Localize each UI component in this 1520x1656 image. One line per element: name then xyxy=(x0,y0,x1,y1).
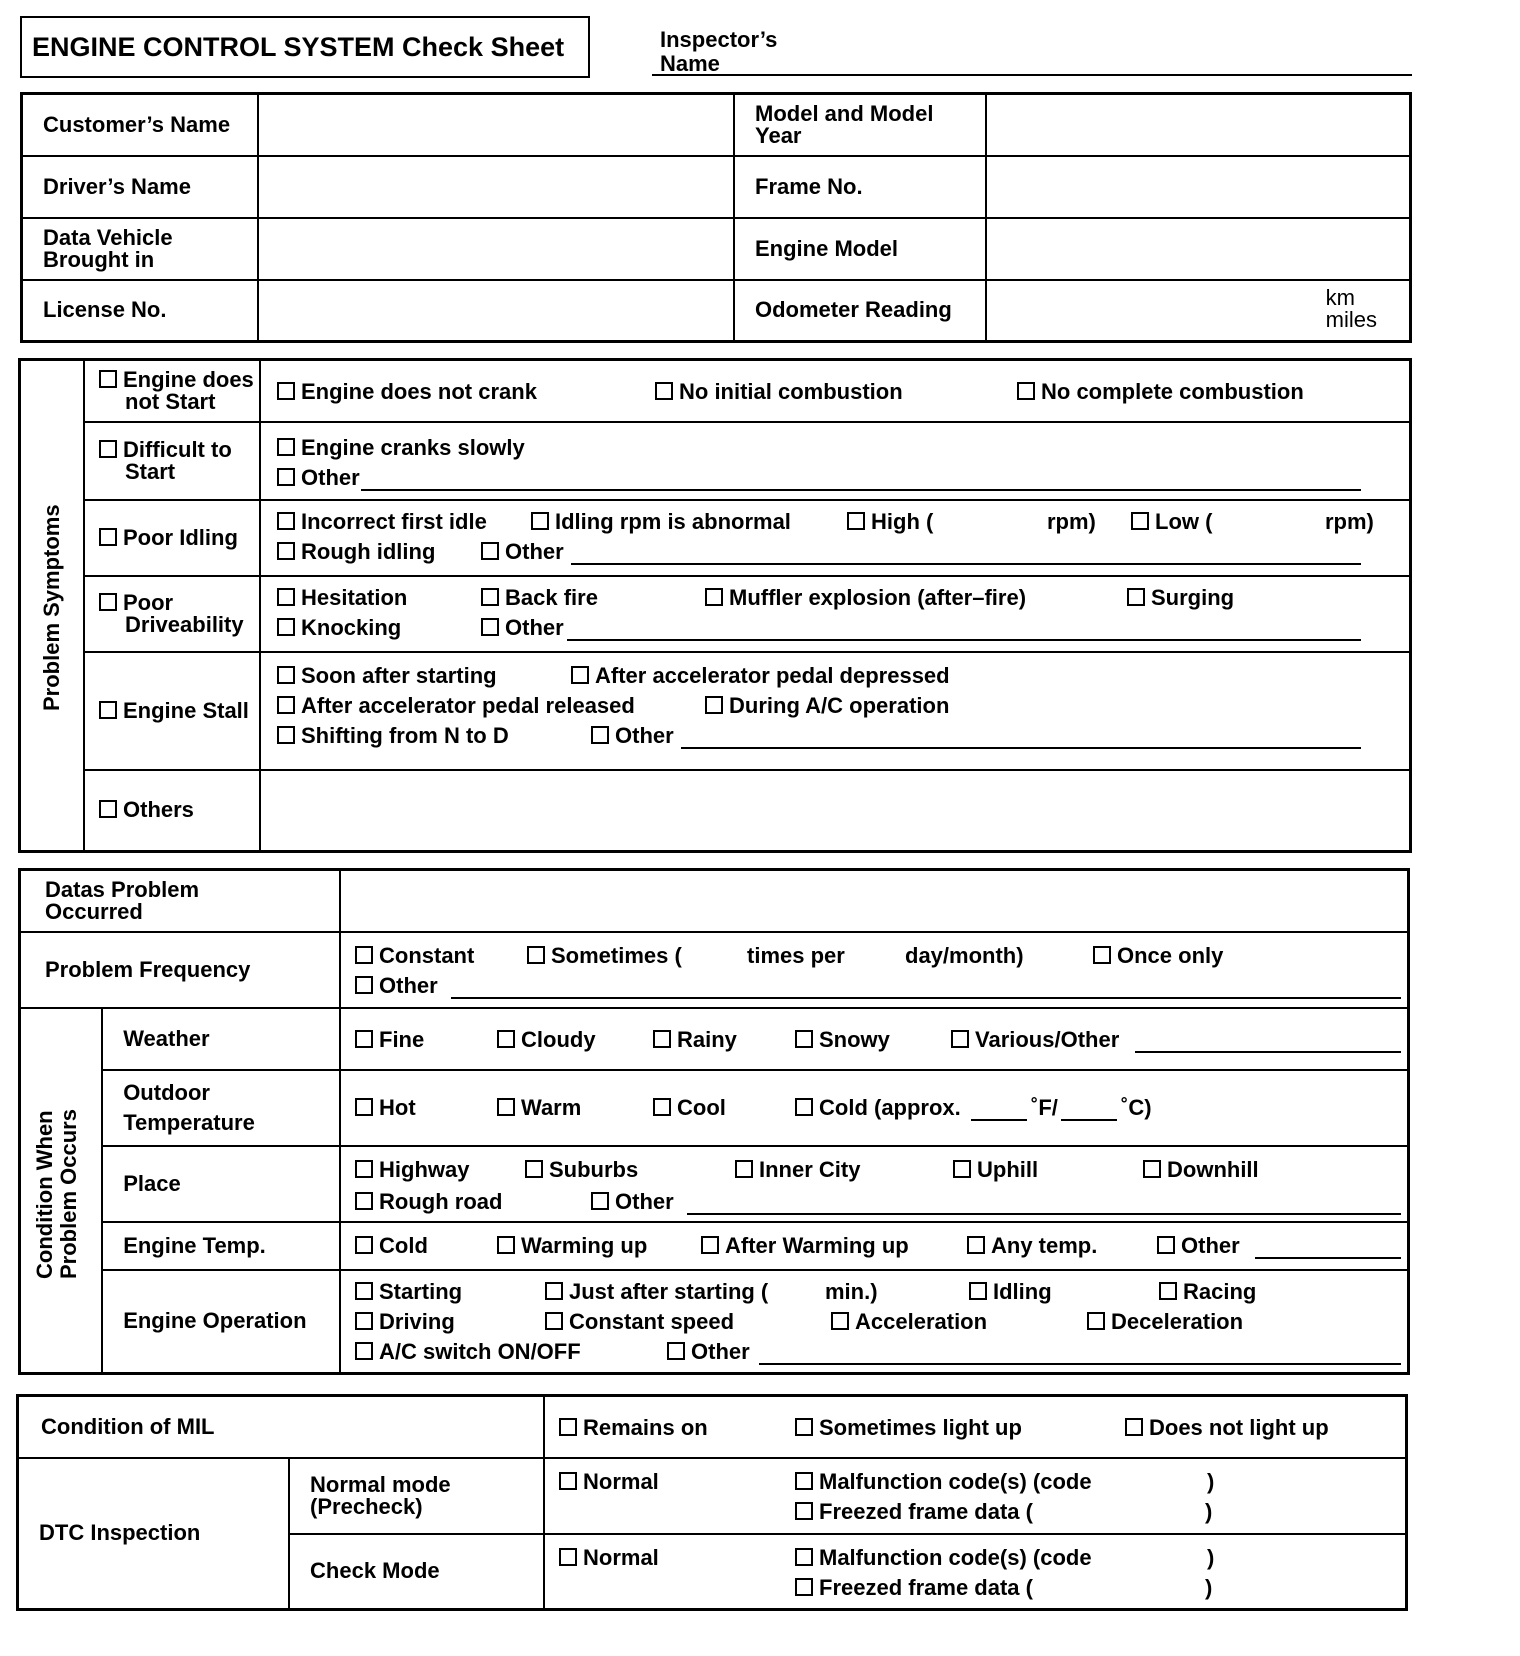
poor-driveability-option[interactable]: Poor Driveability xyxy=(84,576,260,652)
odometer-field[interactable] xyxy=(986,280,1411,342)
license-label: License No. xyxy=(22,280,259,342)
surging-checkbox[interactable]: Surging xyxy=(1127,587,1234,609)
just-after-checkbox[interactable]: Just after starting ( xyxy=(545,1281,768,1303)
knocking-checkbox[interactable]: Knocking xyxy=(277,617,401,639)
fine-checkbox[interactable]: Fine xyxy=(355,1029,424,1051)
ac-switch-checkbox[interactable]: A/C switch ON/OFF xyxy=(355,1341,581,1363)
engine-op-label: Engine Operation xyxy=(102,1270,340,1374)
customer-label: Customer’s Name xyxy=(22,94,259,156)
temp-other-field[interactable] xyxy=(1255,1235,1401,1259)
engine-temp-label: Engine Temp. xyxy=(102,1222,340,1270)
deceleration-checkbox[interactable]: Deceleration xyxy=(1087,1311,1243,1333)
idling-checkbox[interactable]: Idling xyxy=(969,1281,1052,1303)
engine-model-field[interactable] xyxy=(986,218,1411,280)
others-option[interactable]: Others xyxy=(84,770,260,852)
inspector-label xyxy=(660,28,777,76)
idling-other-checkbox[interactable]: Other xyxy=(481,541,564,563)
stall-other-field[interactable] xyxy=(681,725,1361,749)
miles-unit: miles xyxy=(1325,306,1377,332)
drive-other-checkbox[interactable]: Other xyxy=(481,617,564,639)
temp-c-field[interactable] xyxy=(1061,1097,1117,1121)
pedal-depressed-checkbox[interactable]: After accelerator pedal depressed xyxy=(571,665,950,687)
customer-field[interactable] xyxy=(258,94,734,156)
remains-on-checkbox[interactable]: Remains on xyxy=(559,1417,708,1439)
starting-checkbox[interactable]: Starting xyxy=(355,1281,462,1303)
cloudy-checkbox[interactable]: Cloudy xyxy=(497,1029,596,1051)
idling-rpm-checkbox[interactable]: Idling rpm is abnormal xyxy=(531,511,791,533)
difficult-details xyxy=(260,422,1411,500)
stall-details xyxy=(260,652,1411,770)
various-checkbox[interactable]: Various/Other xyxy=(951,1029,1119,1051)
various-field[interactable] xyxy=(1135,1029,1401,1053)
after-warming-checkbox[interactable]: After Warming up xyxy=(701,1235,909,1257)
driver-field[interactable] xyxy=(258,156,734,218)
license-field[interactable] xyxy=(258,280,734,342)
temp-f-field[interactable] xyxy=(971,1097,1027,1121)
rainy-checkbox[interactable]: Rainy xyxy=(653,1029,737,1051)
muffler-checkbox[interactable]: Muffler explosion (after–fire) xyxy=(705,587,1026,609)
hot-checkbox[interactable]: Hot xyxy=(355,1097,416,1119)
op-other-checkbox[interactable]: Other xyxy=(667,1341,750,1363)
nocrank-checkbox[interactable]: Engine does not crank xyxy=(277,381,537,403)
mil-dtc-table xyxy=(16,1394,1408,1611)
problem-symptoms-table xyxy=(18,358,1412,853)
difficult-option[interactable]: Difficult to Start xyxy=(84,422,260,500)
data-vehicle-label: Data Vehicle Brought in xyxy=(22,218,259,280)
place-details xyxy=(340,1146,1409,1222)
datas-field[interactable] xyxy=(340,870,1409,932)
km-unit: km xyxy=(1325,284,1355,310)
weather-details xyxy=(340,1008,1409,1070)
suburbs-checkbox[interactable]: Suburbs xyxy=(525,1159,638,1181)
acceleration-checkbox[interactable]: Acceleration xyxy=(831,1311,987,1333)
any-temp-checkbox[interactable]: Any temp. xyxy=(967,1235,1097,1257)
outdoor-label: Outdoor Temperature xyxy=(102,1070,340,1146)
check-mode-normal-checkbox[interactable]: Normal xyxy=(559,1547,659,1569)
difficult-other-field[interactable] xyxy=(361,467,1361,491)
driver-label: Driver’s Name xyxy=(22,156,259,218)
weather-label: Weather xyxy=(102,1008,340,1070)
sheet-title: ENGINE CONTROL SYSTEM Check Sheet xyxy=(20,16,590,78)
odometer-label: Odometer Reading xyxy=(734,280,986,342)
freq-other-checkbox[interactable]: Other xyxy=(355,975,438,997)
backfire-checkbox[interactable]: Back fire xyxy=(481,587,598,609)
hesitation-checkbox[interactable]: Hesitation xyxy=(277,587,407,609)
slowly-checkbox[interactable]: Engine cranks slowly xyxy=(277,437,525,459)
snowy-checkbox[interactable]: Snowy xyxy=(795,1029,890,1051)
normal-mode-malfunction-checkbox[interactable]: Malfunction code(s) (code xyxy=(795,1471,1092,1493)
frequency-label: Problem Frequency xyxy=(20,932,341,1008)
rough-road-checkbox[interactable]: Rough road xyxy=(355,1191,502,1213)
nostart-option[interactable]: Engine does not Start xyxy=(84,360,260,422)
place-other-checkbox[interactable]: Other xyxy=(591,1191,674,1213)
temp-cold-checkbox[interactable]: Cold xyxy=(355,1235,428,1257)
mil-label: Condition of MIL xyxy=(18,1396,545,1458)
soon-checkbox[interactable]: Soon after starting xyxy=(277,665,497,687)
highway-checkbox[interactable]: Highway xyxy=(355,1159,469,1181)
outdoor-details xyxy=(340,1070,1409,1146)
warm-checkbox[interactable]: Warm xyxy=(497,1097,581,1119)
normal-mode-label: Normal mode (Precheck) xyxy=(289,1458,544,1534)
condition-section xyxy=(20,1008,103,1374)
check-mode-malfunction-close: ) xyxy=(1207,1544,1215,1570)
does-not-light-checkbox[interactable]: Does not light up xyxy=(1125,1417,1329,1439)
normal-mode-malfunction-close: ) xyxy=(1207,1468,1215,1494)
high-checkbox[interactable]: High ( xyxy=(847,511,933,533)
sometimes-light-checkbox[interactable]: Sometimes light up xyxy=(795,1417,1022,1439)
engine-model-label: Engine Model xyxy=(734,218,986,280)
normal-mode-freezed-checkbox[interactable]: Freezed frame data ( xyxy=(795,1501,1033,1523)
normal-mode-normal-checkbox[interactable]: Normal xyxy=(559,1471,659,1493)
noinit-checkbox[interactable]: No initial combustion xyxy=(655,381,903,403)
poor-idling-option[interactable]: Poor Idling xyxy=(84,500,260,576)
check-mode-label: Check Mode xyxy=(289,1534,544,1610)
drive-other-field[interactable] xyxy=(567,617,1361,641)
engine-stall-option[interactable]: Engine Stall xyxy=(84,652,260,770)
sometimes-checkbox[interactable]: Sometimes ( xyxy=(527,945,682,967)
frame-label: Frame No. xyxy=(734,156,986,218)
deg-c-label: ˚C) xyxy=(1121,1094,1152,1120)
inner-city-checkbox[interactable]: Inner City xyxy=(735,1159,860,1181)
shifting-checkbox[interactable]: Shifting from N to D xyxy=(277,725,509,747)
driving-checkbox[interactable]: Driving xyxy=(355,1311,455,1333)
check-mode-details xyxy=(544,1534,1407,1610)
inspector-name-field[interactable] xyxy=(652,74,1412,76)
vehicle-info-table xyxy=(20,92,1412,343)
times-per-label: times per xyxy=(747,942,845,968)
constant-speed-checkbox[interactable]: Constant speed xyxy=(545,1311,734,1333)
place-other-field[interactable] xyxy=(687,1191,1401,1215)
condition-title: Condition When Problem Occurs xyxy=(32,1108,81,1279)
datas-label: Datas Problem Occurred xyxy=(20,870,341,932)
warming-checkbox[interactable]: Warming up xyxy=(497,1235,647,1257)
inspector-label-line2: Name xyxy=(660,51,720,76)
low-checkbox[interactable]: Low ( xyxy=(1131,511,1212,533)
op-other-field[interactable] xyxy=(759,1341,1401,1365)
driveability-details xyxy=(260,576,1411,652)
others-field[interactable] xyxy=(260,770,1411,852)
engine-temp-details xyxy=(340,1222,1409,1270)
stall-other-checkbox[interactable]: Other xyxy=(591,725,674,747)
data-vehicle-field[interactable] xyxy=(258,218,734,280)
once-checkbox[interactable]: Once only xyxy=(1093,945,1223,967)
poor-idling-details xyxy=(260,500,1411,576)
check-mode-malfunction-checkbox[interactable]: Malfunction code(s) (code xyxy=(795,1547,1092,1569)
nostart-details xyxy=(260,360,1411,422)
high-rpm-label: rpm) xyxy=(1047,508,1096,534)
deg-f-label: ˚F/ xyxy=(1031,1094,1058,1120)
cool-checkbox[interactable]: Cool xyxy=(653,1097,726,1119)
model-field[interactable] xyxy=(986,94,1411,156)
normal-mode-freezed-close: ) xyxy=(1205,1498,1213,1524)
ac-operation-checkbox[interactable]: During A/C operation xyxy=(705,695,949,717)
dtc-label: DTC Inspection xyxy=(18,1458,290,1610)
normal-mode-details xyxy=(544,1458,1407,1534)
day-month-label: day/month) xyxy=(905,942,1024,968)
low-rpm-label: rpm) xyxy=(1325,508,1374,534)
difficult-other-checkbox[interactable]: Other xyxy=(277,467,360,489)
idling-other-field[interactable] xyxy=(571,541,1361,565)
downhill-checkbox[interactable]: Downhill xyxy=(1143,1159,1259,1181)
check-mode-freezed-checkbox[interactable]: Freezed frame data ( xyxy=(795,1577,1033,1599)
incorrect-checkbox[interactable]: Incorrect first idle xyxy=(277,511,487,533)
pedal-released-checkbox[interactable]: After accelerator pedal released xyxy=(277,695,635,717)
temp-other-checkbox[interactable]: Other xyxy=(1157,1235,1240,1257)
place-label: Place xyxy=(102,1146,340,1222)
conditions-table xyxy=(18,868,1410,1375)
uphill-checkbox[interactable]: Uphill xyxy=(953,1159,1038,1181)
odometer-units xyxy=(1325,284,1377,332)
mil-details xyxy=(544,1396,1407,1458)
racing-checkbox[interactable]: Racing xyxy=(1159,1281,1256,1303)
constant-checkbox[interactable]: Constant xyxy=(355,945,474,967)
model-label: Model and Model Year xyxy=(734,94,986,156)
engine-op-details xyxy=(340,1270,1409,1374)
problem-symptoms-title: Problem Symptoms xyxy=(39,504,64,711)
inspector-label-line1: Inspector’s xyxy=(660,27,778,52)
check-mode-freezed-close: ) xyxy=(1205,1574,1213,1600)
freq-other-field[interactable] xyxy=(451,975,1401,999)
problem-symptoms-section xyxy=(20,360,85,852)
frequency-details xyxy=(340,932,1409,1008)
nocomplete-checkbox[interactable]: No complete combustion xyxy=(1017,381,1304,403)
cold-approx-checkbox[interactable]: Cold (approx. xyxy=(795,1097,961,1119)
min-label: min.) xyxy=(825,1278,878,1304)
frame-field[interactable] xyxy=(986,156,1411,218)
rough-idling-checkbox[interactable]: Rough idling xyxy=(277,541,435,563)
